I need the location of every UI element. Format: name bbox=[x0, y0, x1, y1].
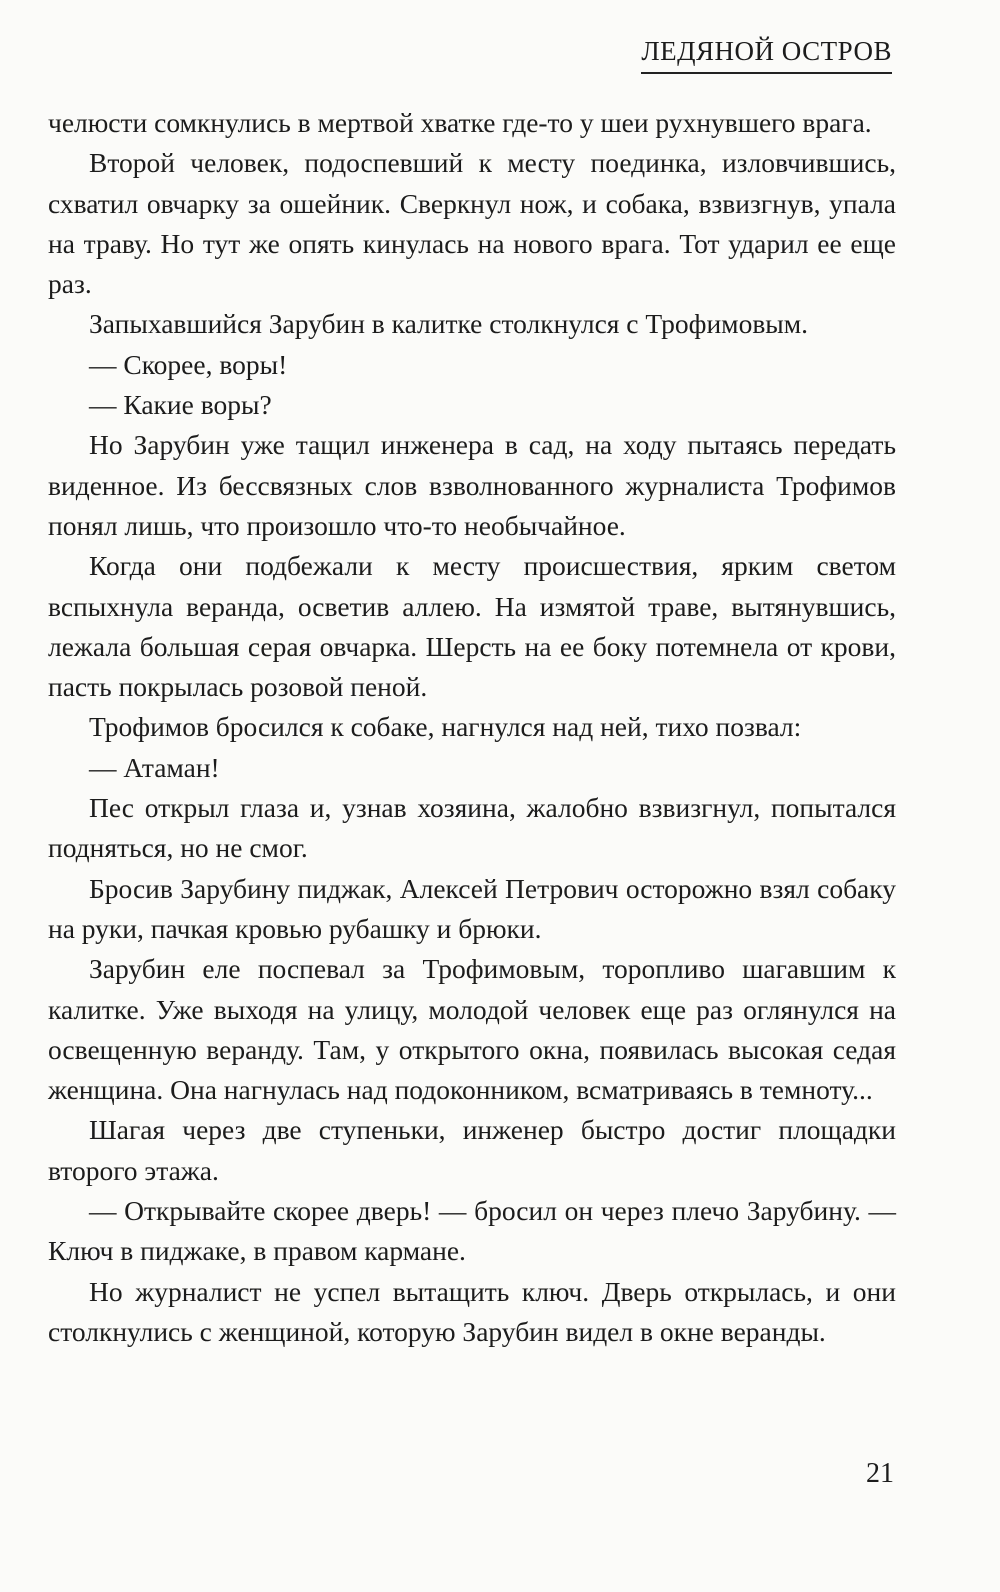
page-number: 21 bbox=[866, 1458, 894, 1489]
paragraph: Зарубин еле поспевал за Трофимовым, торопливо шагавшим к калитке. Уже выходя на улицу, молодой человек еще раз оглянулся на освещенную веранду. Там, у открытого окна, появилась высокая седая женщина. Она нагнулась над подоконником, всматриваясь в темноту... bbox=[48, 953, 896, 1106]
paragraph: Второй человек, подоспевший к месту поединка, изловчившись, схватил овчарку за ошейник. Сверкнул нож, и собака, взвизгнув, упала на траву. Но тут же опять кинулась на нового врага. Тот ударил ее еще раз. bbox=[48, 147, 896, 300]
dialogue-line: — Открывайте скорее дверь! — бросил он через плечо Зарубину. — Ключ в пиджаке, в правом кармане. bbox=[48, 1195, 896, 1267]
dialogue-line: — Атаман! bbox=[89, 751, 220, 783]
paragraph: Пес открыл глаза и, узнав хозяина, жалобно взвизгнул, попытался подняться, но не смог. bbox=[48, 792, 896, 864]
paragraph: Но журналист не успел вытащить ключ. Дверь открылась, и они столкнулись с женщиной, которую Зарубин видел в окне веранды. bbox=[48, 1275, 896, 1347]
dialogue-line: — Скорее, воры! bbox=[89, 348, 288, 380]
body-text bbox=[48, 103, 896, 1352]
paragraph: Трофимов бросился к собаке, нагнулся над ней, тихо позвал: bbox=[89, 711, 802, 743]
paragraph: Когда они подбежали к месту происшествия, ярким светом вспыхнула веранда, осветив аллею. На измятой траве, вытянувшись, лежала большая серая овчарка. Шерсть на ее боку потемнела от крови, пасть покрылась розовой пеной. bbox=[48, 550, 896, 703]
paragraph: Бросив Зарубину пиджак, Алексей Петрович осторожно взял собаку на руки, пачкая кровью рубашку и брюки. bbox=[48, 872, 896, 944]
paragraph: Но Зарубин уже тащил инженера в сад, на ходу пытаясь передать виденное. Из бессвязных слов взволнованного журналиста Трофимов понял лишь, что произошло что-то необычайное. bbox=[48, 429, 896, 541]
dialogue-line: — Какие воры? bbox=[89, 389, 272, 421]
paragraph: Запыхавшийся Зарубин в калитке столкнулся с Трофимовым. bbox=[89, 308, 809, 340]
paragraph: Шагая через две ступеньки, инженер быстро достиг площадки второго этажа. bbox=[48, 1114, 896, 1186]
paragraph: челюсти сомкнулись в мертвой хватке где-то у шеи рухнувшего врага. bbox=[48, 107, 872, 138]
running-title: ЛЕДЯНОЙ ОСТРОВ bbox=[641, 34, 892, 74]
